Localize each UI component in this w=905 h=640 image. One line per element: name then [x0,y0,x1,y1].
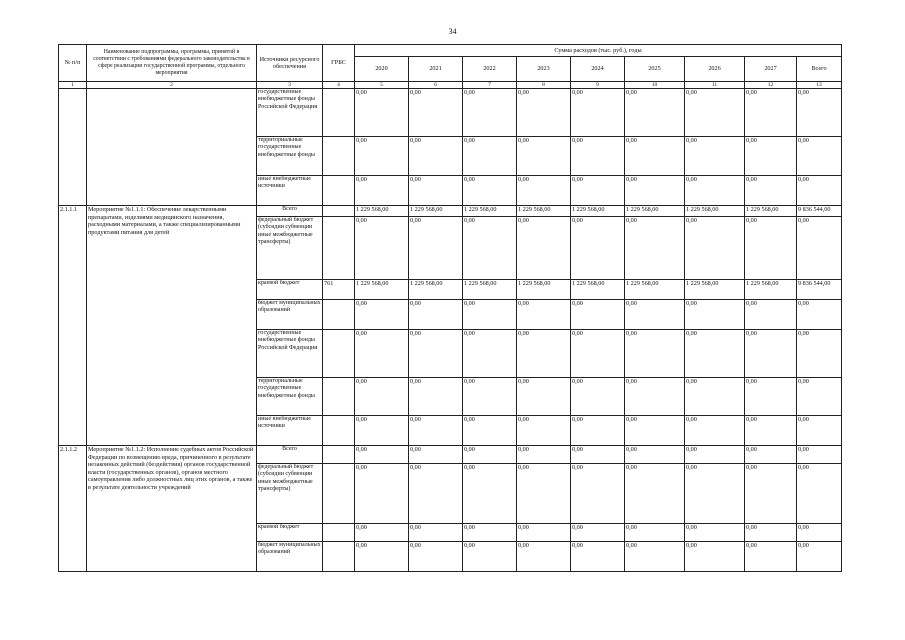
value-cell: 0,00 [463,416,517,446]
value-cell: 0,00 [571,89,625,137]
column-number: 13 [797,82,842,89]
grbs-cell [323,176,355,206]
source-cell: бюджет муниципальных образований [257,542,323,572]
grbs-cell [323,89,355,137]
value-cell: 0,00 [685,446,745,464]
value-cell: 0,00 [409,464,463,524]
value-cell: 0,00 [797,89,842,137]
value-cell: 0,00 [463,330,517,378]
value-cell: 0,00 [355,300,409,330]
value-cell: 0,00 [571,176,625,206]
event-number: 2.1.1.1 [59,206,87,446]
value-cell: 1 229 568,00 [355,206,409,217]
header-num: № п/п [59,45,87,82]
value-cell: 1 229 568,00 [571,280,625,300]
value-cell: 0,00 [517,378,571,416]
value-cell: 0,00 [463,137,517,176]
table-row [59,206,842,217]
table-row [59,89,842,137]
value-cell: 0,00 [685,137,745,176]
column-number: 9 [571,82,625,89]
value-cell: 0,00 [745,176,797,206]
value-cell: 0,00 [517,542,571,572]
header-source: Источники ресурсного обеспечения [257,45,323,82]
grbs-cell [323,137,355,176]
value-cell: 0,00 [463,378,517,416]
column-number: 3 [257,82,323,89]
source-cell: территориальные государственные внебюджетные фонды [257,378,323,416]
header-year-6: 2025 [625,57,685,82]
value-cell: 1 229 568,00 [355,280,409,300]
page-number: 34 [448,27,457,36]
value-cell: 0,00 [517,89,571,137]
source-cell: Всего [257,446,323,464]
header-grbs: ГРБС [323,45,355,82]
value-cell: 0,00 [409,330,463,378]
header-year-8: 2027 [745,57,797,82]
header-year-2: 2021 [409,57,463,82]
value-cell: 0,00 [797,176,842,206]
value-cell: 0,00 [355,217,409,280]
value-cell: 9 836 544,00 [797,280,842,300]
value-cell: 1 229 568,00 [685,280,745,300]
value-cell: 0,00 [463,176,517,206]
value-cell: 0,00 [409,89,463,137]
value-cell: 0,00 [685,89,745,137]
header-year-4: 2023 [517,57,571,82]
header-name: Наименование подпрограммы, программы, принятой в соответствии с требованиями федерального законодательства в сфере реализации государственной программы, отдельного мероприятия [87,45,257,82]
grbs-cell: 761 [323,280,355,300]
value-cell: 0,00 [685,542,745,572]
header-year-7: 2026 [685,57,745,82]
value-cell: 0,00 [355,464,409,524]
blank-name-cell [87,89,257,206]
event-number: 2.1.1.2 [59,446,87,572]
value-cell: 0,00 [797,524,842,542]
value-cell: 0,00 [355,137,409,176]
value-cell: 0,00 [517,137,571,176]
blank-num-cell [59,89,87,206]
grbs-cell [323,524,355,542]
source-cell: территориальные государственные внебюджетные фонды [257,137,323,176]
header-year-9: Всего [797,57,842,82]
value-cell: 0,00 [409,176,463,206]
value-cell: 0,00 [517,217,571,280]
column-number: 10 [625,82,685,89]
value-cell: 0,00 [797,464,842,524]
value-cell: 1 229 568,00 [517,280,571,300]
value-cell: 0,00 [463,524,517,542]
value-cell: 0,00 [355,89,409,137]
column-number: 12 [745,82,797,89]
grbs-cell [323,300,355,330]
column-number: 4 [323,82,355,89]
value-cell: 0,00 [409,416,463,446]
value-cell: 0,00 [797,416,842,446]
source-cell: Всего [257,206,323,217]
value-cell: 0,00 [625,217,685,280]
value-cell: 0,00 [571,330,625,378]
value-cell: 1 229 568,00 [685,206,745,217]
header-sum: Сумма расходов (тыс. руб.), годы [355,45,842,57]
value-cell: 0,00 [463,300,517,330]
value-cell: 0,00 [625,446,685,464]
column-number: 11 [685,82,745,89]
value-cell: 1 229 568,00 [745,280,797,300]
value-cell: 0,00 [355,542,409,572]
value-cell: 0,00 [355,330,409,378]
value-cell: 0,00 [625,378,685,416]
value-cell: 0,00 [571,137,625,176]
value-cell: 0,00 [625,542,685,572]
value-cell: 0,00 [409,446,463,464]
column-number: 6 [409,82,463,89]
value-cell: 0,00 [517,330,571,378]
value-cell: 0,00 [409,524,463,542]
value-cell: 1 229 568,00 [463,280,517,300]
source-cell: иные внебюджетные источники [257,176,323,206]
value-cell: 0,00 [745,378,797,416]
value-cell: 0,00 [797,542,842,572]
value-cell: 0,00 [625,330,685,378]
value-cell: 0,00 [745,137,797,176]
value-cell: 0,00 [463,89,517,137]
grbs-cell [323,378,355,416]
source-cell: государственные внебюджетные фонды Российской Федерации [257,330,323,378]
value-cell: 0,00 [571,446,625,464]
value-cell: 0,00 [685,330,745,378]
value-cell: 1 229 568,00 [625,206,685,217]
source-cell: федеральный бюджет (субсидии субвенции иные межбюджетные трансферты) [257,464,323,524]
value-cell: 0,00 [463,464,517,524]
value-cell: 0,00 [409,378,463,416]
value-cell: 1 229 568,00 [571,206,625,217]
value-cell: 1 229 568,00 [463,206,517,217]
event-name: Мероприятие №1.1.2: Исполнение судебных актов Российской Федерации по возмещению вреда, причиненного в результате незаконных действий (бездействия) органов государственной власти (государственных органов), органов местного самоуправления либо должностных лиц этих органов, а также в результате деятельности учреждений [87,446,257,572]
table-row [59,446,842,464]
value-cell: 0,00 [685,464,745,524]
value-cell: 0,00 [745,330,797,378]
value-cell: 0,00 [463,542,517,572]
value-cell: 0,00 [571,464,625,524]
value-cell: 0,00 [745,217,797,280]
value-cell: 0,00 [355,378,409,416]
header-year-1: 2020 [355,57,409,82]
grbs-cell [323,542,355,572]
value-cell: 0,00 [797,137,842,176]
expenses-table [58,44,842,572]
grbs-cell [323,330,355,378]
value-cell: 0,00 [685,217,745,280]
value-cell: 1 229 568,00 [517,206,571,217]
value-cell: 0,00 [409,137,463,176]
event-name: Мероприятие №1.1.1: Обеспечение лекарственными препаратами, изделиями медицинского назначения, расходными материалами, а также специализированными продуктами питания для детей [87,206,257,446]
value-cell: 1 229 568,00 [625,280,685,300]
value-cell: 0,00 [685,176,745,206]
value-cell: 0,00 [571,542,625,572]
value-cell: 0,00 [625,300,685,330]
source-cell: бюджет муниципальных образований [257,300,323,330]
value-cell: 0,00 [517,524,571,542]
value-cell: 0,00 [625,524,685,542]
value-cell: 0,00 [571,524,625,542]
value-cell: 0,00 [463,217,517,280]
value-cell: 0,00 [745,89,797,137]
value-cell: 0,00 [625,176,685,206]
column-number: 8 [517,82,571,89]
value-cell: 0,00 [571,416,625,446]
value-cell: 0,00 [517,464,571,524]
value-cell: 0,00 [355,524,409,542]
value-cell: 0,00 [797,378,842,416]
grbs-cell [323,217,355,280]
value-cell: 0,00 [625,464,685,524]
value-cell: 0,00 [685,524,745,542]
value-cell: 1 229 568,00 [409,206,463,217]
value-cell: 0,00 [355,446,409,464]
value-cell: 0,00 [745,542,797,572]
value-cell: 0,00 [571,378,625,416]
source-cell: краевой бюджет [257,524,323,542]
source-cell: краевой бюджет [257,280,323,300]
value-cell: 0,00 [797,446,842,464]
grbs-cell [323,416,355,446]
value-cell: 1 229 568,00 [409,280,463,300]
value-cell: 0,00 [355,176,409,206]
value-cell: 0,00 [625,416,685,446]
value-cell: 0,00 [745,300,797,330]
value-cell: 1 229 568,00 [745,206,797,217]
value-cell: 0,00 [745,524,797,542]
value-cell: 0,00 [745,464,797,524]
column-number: 1 [59,82,87,89]
value-cell: 0,00 [797,300,842,330]
header-year-3: 2022 [463,57,517,82]
value-cell: 0,00 [571,300,625,330]
column-number: 7 [463,82,517,89]
value-cell: 0,00 [517,176,571,206]
value-cell: 0,00 [355,416,409,446]
value-cell: 0,00 [797,330,842,378]
column-number: 5 [355,82,409,89]
value-cell: 9 836 544,00 [797,206,842,217]
value-cell: 0,00 [409,217,463,280]
value-cell: 0,00 [745,446,797,464]
value-cell: 0,00 [517,300,571,330]
grbs-cell [323,446,355,464]
source-cell: государственные внебюджетные фонды Российской Федерации [257,89,323,137]
value-cell: 0,00 [517,446,571,464]
value-cell: 0,00 [463,446,517,464]
header-year-5: 2024 [571,57,625,82]
source-cell: иные внебюджетные источники [257,416,323,446]
value-cell: 0,00 [685,416,745,446]
grbs-cell [323,464,355,524]
value-cell: 0,00 [745,416,797,446]
value-cell: 0,00 [625,89,685,137]
source-cell: федеральный бюджет (субсидии субвенции иные межбюджетные трансферты) [257,217,323,280]
value-cell: 0,00 [571,217,625,280]
value-cell: 0,00 [409,300,463,330]
value-cell: 0,00 [409,542,463,572]
value-cell: 0,00 [685,378,745,416]
grbs-cell [323,206,355,217]
column-number: 2 [87,82,257,89]
value-cell: 0,00 [797,217,842,280]
value-cell: 0,00 [625,137,685,176]
value-cell: 0,00 [685,300,745,330]
value-cell: 0,00 [517,416,571,446]
